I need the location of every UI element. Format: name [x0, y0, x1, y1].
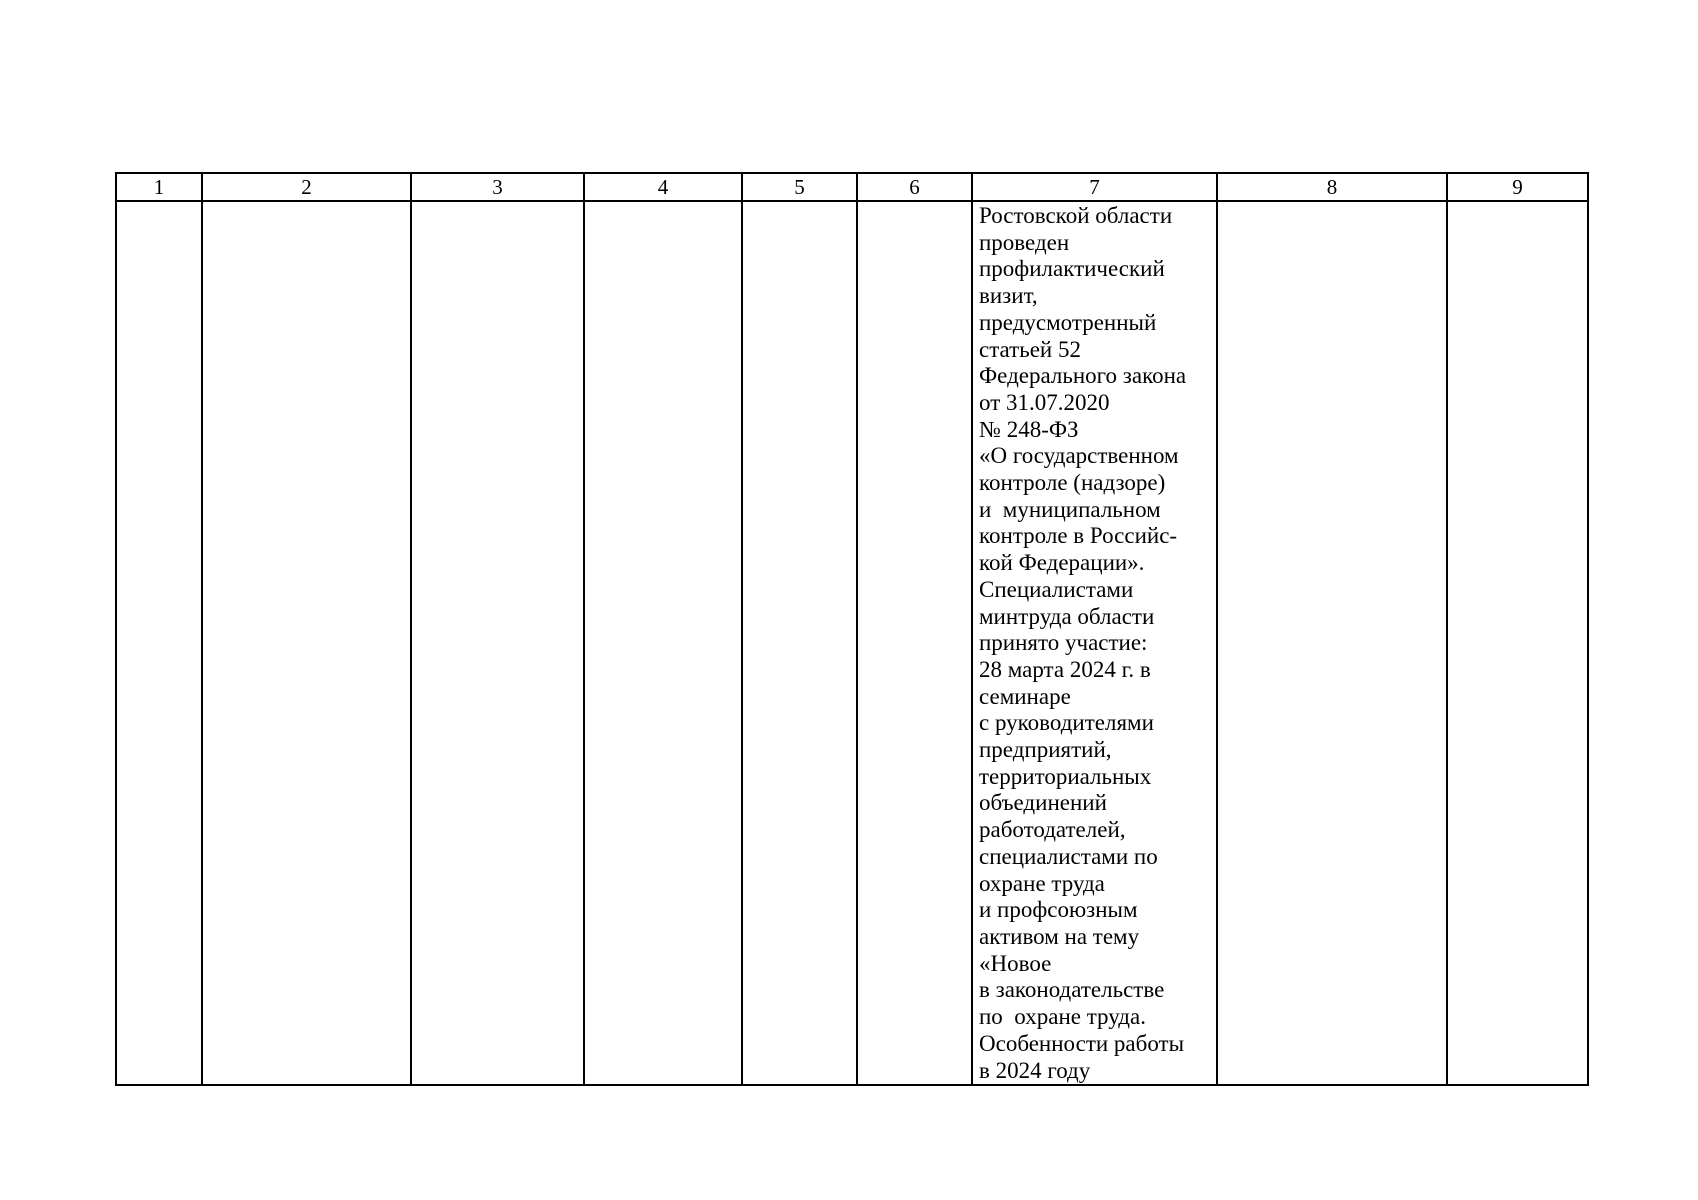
- text-line: предприятий,: [979, 737, 1112, 763]
- text-line: минтруда области: [979, 603, 1155, 629]
- text-line: Ростовской области: [979, 203, 1173, 228]
- text-line: контроле в Российс-: [979, 523, 1178, 549]
- cell-col-6: [857, 201, 972, 1085]
- cell-col-1: [116, 201, 202, 1085]
- text-line: по охране труда.: [979, 1004, 1146, 1030]
- text-line: Специалистами: [979, 576, 1134, 602]
- text-line: «О государственном: [979, 443, 1179, 469]
- text-line: от 31.07.2020: [979, 389, 1110, 415]
- text-line: 28 марта 2024 г. в: [979, 656, 1151, 682]
- column-header-5: 5: [742, 173, 857, 201]
- cell-col-9: [1447, 201, 1588, 1085]
- text-line: активом на тему: [979, 923, 1140, 949]
- text-line: специалистами по: [979, 843, 1158, 869]
- column-header-1: 1: [116, 173, 202, 201]
- text-line: объединений: [979, 790, 1107, 816]
- text-line: в 2024 году: [979, 1057, 1091, 1083]
- text-line: визит,: [979, 283, 1038, 309]
- header-row: [116, 173, 1588, 201]
- text-line: «Новое: [979, 950, 1052, 976]
- text-line: работодателей,: [979, 817, 1126, 843]
- text-line: контроле (надзоре): [979, 470, 1166, 496]
- column-header-3: 3: [411, 173, 584, 201]
- column-header-9: 9: [1447, 173, 1588, 201]
- text-line: статьей 52: [979, 336, 1081, 362]
- cell-col-3: [411, 201, 584, 1085]
- text-line: Федерального закона: [979, 363, 1187, 389]
- cell-col-2: [202, 201, 411, 1085]
- cell-col-4: [584, 201, 742, 1085]
- text-line: охране труда: [979, 870, 1105, 896]
- text-line: Особенности работы: [979, 1030, 1185, 1056]
- cell-col-7: [972, 201, 1217, 1085]
- column-header-8: 8: [1217, 173, 1447, 201]
- cell-col-8: [1217, 201, 1447, 1085]
- text-line: кой Федерации».: [979, 550, 1145, 576]
- text-line: предусмотренный: [979, 309, 1157, 335]
- text-line: с руководителями: [979, 710, 1154, 736]
- text-line: проведен: [979, 229, 1070, 255]
- column-header-2: 2: [202, 173, 411, 201]
- text-line: и муниципальном: [979, 496, 1161, 522]
- text-line: принято участие:: [979, 630, 1148, 656]
- cell-col-7-text: [973, 202, 1216, 1084]
- document-table: [115, 172, 1589, 1086]
- column-header-7: 7: [972, 173, 1217, 201]
- column-header-6: 6: [857, 173, 972, 201]
- text-line: территориальных: [979, 763, 1152, 789]
- cell-col-5: [742, 201, 857, 1085]
- text-line: семинаре: [979, 683, 1071, 709]
- table-row: [116, 201, 1588, 1085]
- column-header-4: 4: [584, 173, 742, 201]
- text-line: профилактический: [979, 256, 1165, 282]
- text-line: в законодательстве: [979, 977, 1165, 1003]
- text-line: и профсоюзным: [979, 897, 1138, 923]
- text-line: № 248-ФЗ: [979, 416, 1079, 442]
